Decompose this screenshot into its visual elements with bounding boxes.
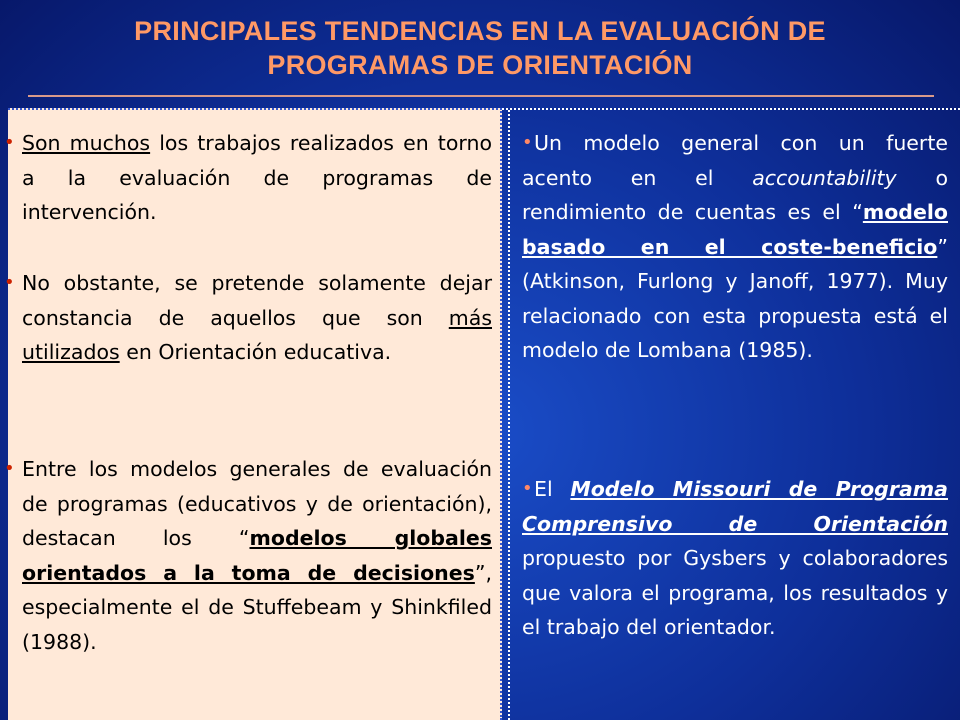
left-bullet-2	[4, 266, 492, 370]
right-dotted-border-side	[508, 110, 510, 720]
bullet-icon: •	[522, 132, 533, 153]
bullet-text: Un modelo general con un fuerte acento en el	[522, 131, 948, 190]
slide-title	[0, 14, 960, 82]
italic-text: accountability	[752, 165, 897, 190]
right-bullet-1	[522, 126, 948, 368]
underlined-text: Son muchos	[22, 131, 151, 155]
emphasis-text: modelo basado en el coste-beneficio	[522, 200, 948, 259]
bullet-text: Entre los modelos generales de evaluación de programas (educativos y de orientación), destacan los “	[22, 457, 492, 550]
title-underline	[28, 95, 934, 97]
bullet-icon: •	[4, 132, 15, 153]
bullet-text: ” (Atkinson, Furlong y Janoff, 1977). Muy relacionado con esta propuesta está el modelo de Lombana (1985).	[522, 234, 948, 362]
bullet-text: en Orientación educativa.	[119, 340, 392, 364]
bullet-icon: •	[522, 478, 533, 499]
right-dotted-border-top	[502, 108, 960, 110]
bullet-icon: •	[4, 458, 15, 479]
bullet-text: No obstante, se pretende solamente dejar constancia de aquellos que son	[22, 271, 492, 330]
underlined-text: más utilizados	[22, 305, 492, 364]
bullet-text: El	[534, 477, 571, 501]
title-line-1: PRINCIPALES TENDENCIAS EN LA EVALUACIÓN DE	[134, 16, 826, 46]
emphasis-text: Modelo Missouri de Programa Comprensivo de Orientación	[522, 477, 948, 536]
bullet-text: o rendimiento de cuentas es el “	[522, 165, 948, 224]
title-line-2: PROGRAMAS DE ORIENTACIÓN	[267, 50, 693, 80]
left-bullet-1	[4, 126, 492, 230]
bullet-icon: •	[4, 272, 15, 293]
bullet-text: propuesto por Gysbers y colaboradores que valora el programa, los resultados y el trabajo del orientador.	[522, 546, 948, 639]
left-bullet-3	[4, 452, 492, 659]
bullet-text: los trabajos realizados en torno a la evaluación de programas de intervención.	[22, 131, 492, 224]
bullet-text: ”, especialmente el de Stuffebeam y Shinkfiled (1988).	[22, 560, 492, 654]
emphasis-text: modelos globales orientados a la toma de decisiones	[22, 526, 492, 585]
right-bullet-2	[522, 472, 948, 645]
